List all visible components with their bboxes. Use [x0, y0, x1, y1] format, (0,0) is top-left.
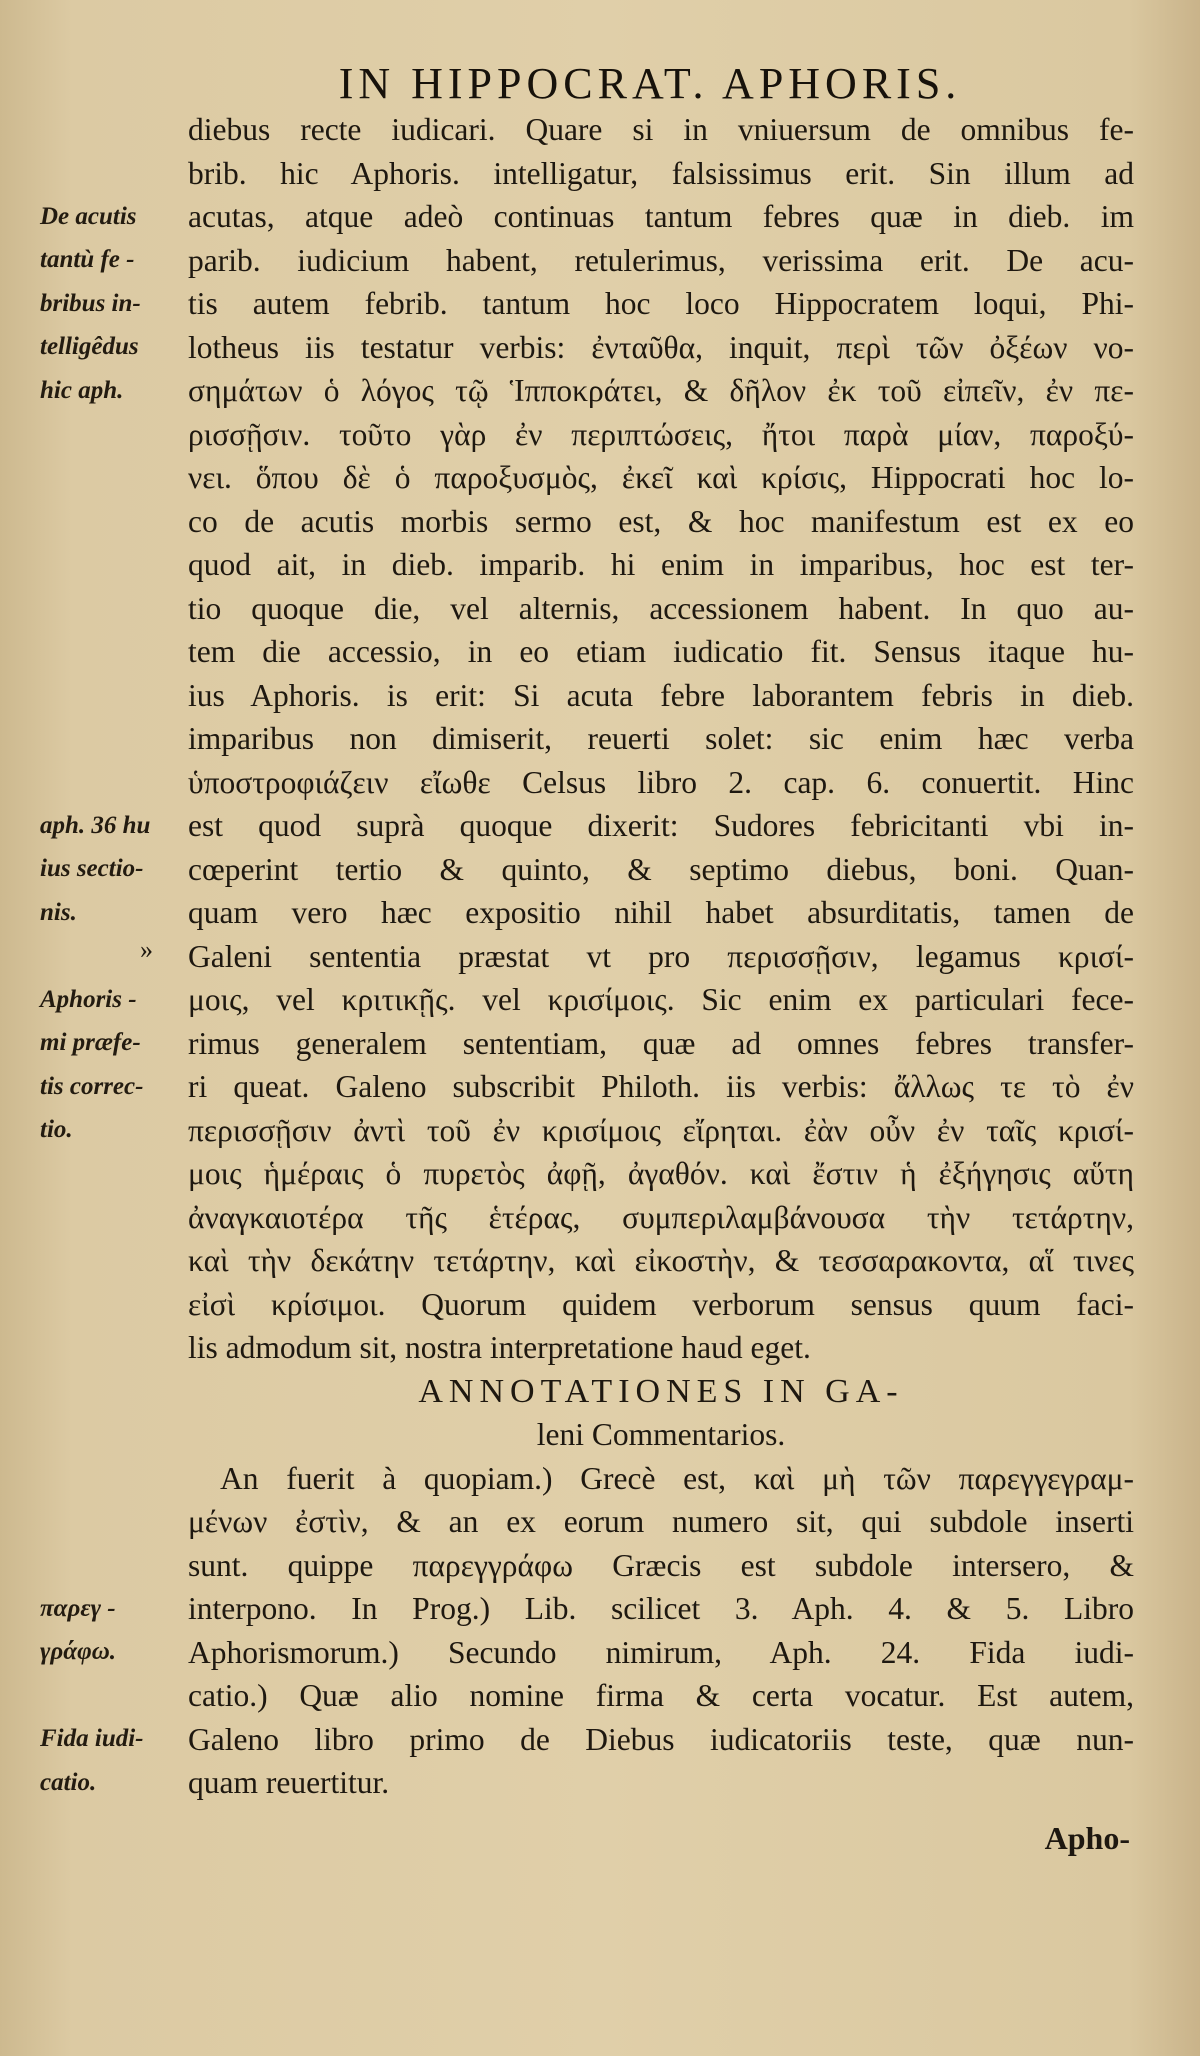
- marginal-note-line: nis.: [40, 898, 77, 926]
- text-line: tis autem febrib. tantum hoc loco Hippocratem loqui, Phi-: [188, 286, 1134, 321]
- text-line: imparibus non dimiserit, reuerti solet: sic enim hæc verba: [188, 721, 1134, 756]
- marginal-note-line: παρεγ -: [40, 1594, 116, 1622]
- annotation-line: Aphorismorum.) Secundo nimirum, Aph. 24. Fida iudi-: [188, 1634, 1134, 1670]
- text-line: tio quoque die, vel alternis, accessionem habent. In quo au-: [188, 590, 1134, 626]
- annotations-subheading: leni Commentarios.: [536, 1417, 786, 1452]
- annotation-line: interpono. In Prog.) Lib. scilicet 3. Aph. 4. & 5. Libro: [188, 1591, 1134, 1626]
- marginal-note-line: tis correc-: [40, 1072, 144, 1100]
- text-line: co de acutis morbis sermo est, & hoc manifestum est ex eo: [188, 503, 1134, 539]
- text-line: lotheus iis testatur verbis: ἐνταῦθα, inquit, περὶ τῶν ὀξέων νο-: [188, 329, 1134, 365]
- catchword: Apho-: [1044, 1820, 1130, 1856]
- annotation-line: μένων ἐστὶν, & an ex eorum numero sit, qui subdole inserti: [188, 1504, 1134, 1539]
- text-line: est quod suprà quoque dixerit: Sudores febricitanti vbi in-: [188, 808, 1134, 843]
- marginal-note: [40, 804, 190, 935]
- text-line: cœperint tertio & quinto, & septimo diebus, boni. Quan-: [188, 851, 1134, 887]
- text-line: καὶ τὴν δεκάτην τετάρτην, καὶ εἰκοστὴν, & τεσσαρακοντα, αἵ τινες: [188, 1243, 1134, 1278]
- marginal-note: [40, 195, 190, 413]
- text-line: Galeni sententia præstat vt pro περισσῇσιν, legamus κρισί-: [188, 938, 1134, 974]
- text-line: quod ait, in dieb. imparib. hi enim in imparibus, hoc est ter-: [188, 547, 1134, 582]
- text-line: ὑποστροφιάζειν εἴωθε Celsus libro 2. cap. 6. conuertit. Hinc: [188, 764, 1134, 800]
- marginal-note-line: aph. 36 hu: [40, 811, 151, 839]
- marginal-note: [40, 1717, 190, 1804]
- text-line: νει. ὅπου δὲ ὁ παροξυσμὸς, ἐκεῖ καὶ κρίσις, Hippocrati hoc lo-: [188, 460, 1134, 495]
- marginal-note-line: mi præfe-: [40, 1029, 141, 1057]
- text-line: lis admodum sit, nostra interpretatione haud eget.: [188, 1330, 811, 1365]
- text-line: quam vero hæc expositio nihil habet absurditatis, tamen de: [188, 895, 1134, 930]
- quotation-marker: »: [140, 935, 153, 964]
- text-line: rimus generalem sententiam, quæ ad omnes febres transfer-: [188, 1025, 1134, 1061]
- running-head: IN HIPPOCRAT. APHORIS.: [338, 59, 962, 108]
- text-line: tem die accessio, in eo etiam iudicatio fit. Sensus itaque hu-: [188, 634, 1134, 669]
- text-line: περισσῇσιν ἀντὶ τοῦ ἐν κρισίμοις εἴρηται. ἐὰν οὖν ἐν ταῖς κρισί-: [188, 1112, 1134, 1148]
- marginal-note-line: hic aph.: [40, 376, 124, 404]
- annotation-line: catio.) Quæ alio nomine firma & certa vocatur. Est autem,: [188, 1678, 1134, 1713]
- marginal-note-line: De acutis: [40, 202, 137, 230]
- text-line: diebus recte iudicari. Quare si in vniuersum de omnibus fe-: [188, 112, 1134, 147]
- text-line: μοις, vel κριτικῇς. vel κρισίμοις. Sic enim ex particulari fece-: [188, 982, 1134, 1017]
- marginal-note: [40, 1587, 190, 1674]
- text-line: brib. hic Aphoris. intelligatur, falsissimus erit. Sin illum ad: [188, 155, 1134, 191]
- annotation-line: sunt. quippe παρεγγράφω Græcis est subdole intersero, &: [188, 1547, 1134, 1583]
- text-line: σημάτων ὁ λόγος τῷ Ἱπποκράτει, & δῆλον ἐκ τοῦ εἰπεῖν, ἐν πε-: [188, 373, 1134, 408]
- marginal-note-line: catio.: [40, 1768, 97, 1796]
- text-line: ri queat. Galeno subscribit Philoth. iis verbis: ἄλλως τε τὸ ἐν: [188, 1069, 1134, 1104]
- text-line: acutas, atque adeò continuas tantum febres quæ in dieb. im: [188, 199, 1134, 234]
- marginal-note-line: tio.: [40, 1116, 73, 1144]
- annotation-line: Galeno libro primo de Diebus iudicatoriis teste, quæ nun-: [188, 1721, 1134, 1757]
- marginal-note-line: Aphoris -: [40, 985, 137, 1013]
- text-line: parib. iudicium habent, retulerimus, verissima erit. De acu-: [188, 242, 1134, 278]
- text-line: ius Aphoris. is erit: Si acuta febre laborantem febris in dieb.: [188, 677, 1134, 713]
- text-line: μοις ἡμέραις ὁ πυρετὸς ἀφῇ, ἀγαθόν. καὶ ἔστιν ἡ ἐξήγησις αὕτη: [188, 1156, 1134, 1191]
- annotations-heading: ANNOTATIONES IN GA-: [418, 1372, 904, 1410]
- marginal-note-line: bribus in-: [40, 289, 141, 317]
- marginal-note-line: telligêdus: [40, 333, 139, 361]
- marginal-note-line: γράφω.: [40, 1638, 117, 1666]
- marginal-note: [40, 978, 190, 1152]
- text-line: εἰσὶ κρίσιμοι. Quorum quidem verborum sensus quum faci-: [188, 1286, 1134, 1322]
- annotation-line: quam reuertitur.: [188, 1765, 390, 1800]
- annotation-line: An fuerit à quopiam.) Grecè est, καὶ μὴ τῶν παρεγγεγραμ-: [220, 1460, 1134, 1496]
- main-text-block: [188, 108, 1134, 1805]
- marginal-note-line: Fida iudi-: [40, 1725, 144, 1753]
- text-line: ἀναγκαιοτέρα τῆς ἑτέρας, συμπεριλαμβάνουσα τὴν τετάρτην,: [188, 1199, 1134, 1235]
- marginal-note-line: tantù fe -: [40, 246, 135, 274]
- marginal-note-line: ius sectio-: [40, 855, 144, 883]
- text-line: ρισσῇσιν. τοῦτο γὰρ ἐν περιπτώσεις, ἤτοι παρὰ μίαν, παροξύ-: [188, 416, 1134, 452]
